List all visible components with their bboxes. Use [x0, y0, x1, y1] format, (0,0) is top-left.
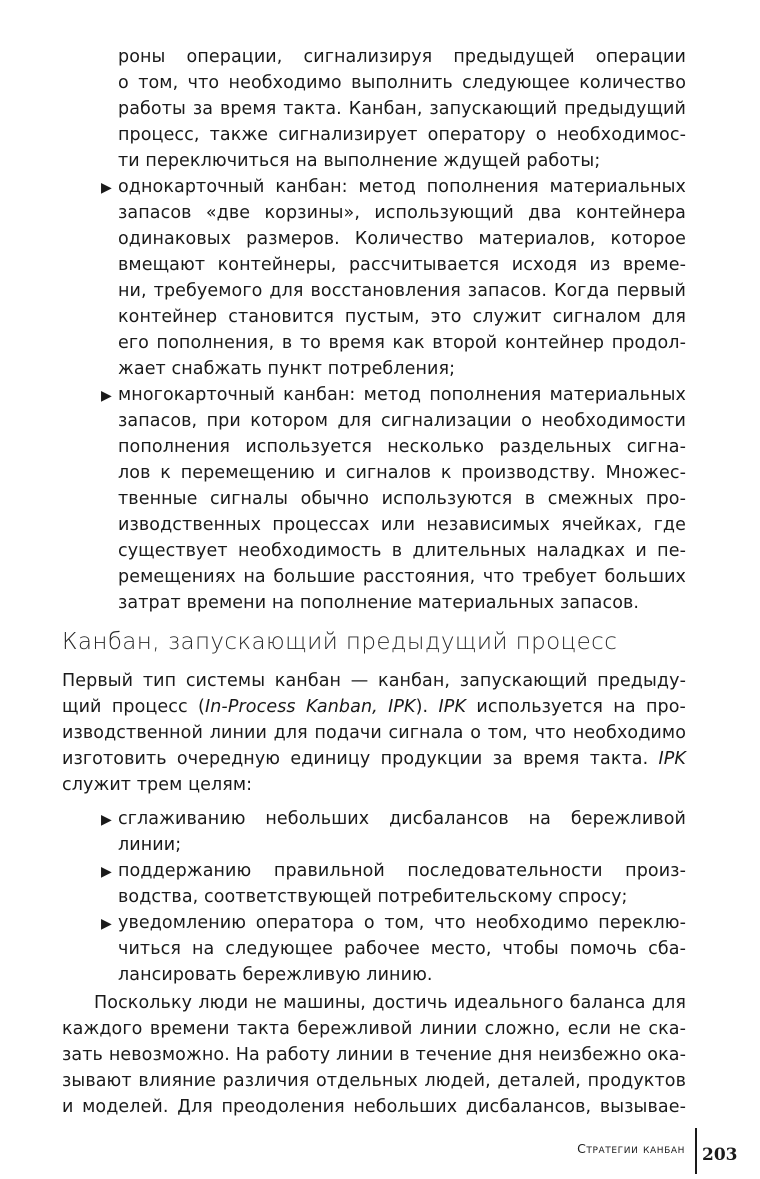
- text-span: используется на про-: [466, 697, 686, 717]
- text-line: зать невозможно. На работу линии в течение дня неизбежно ока-: [62, 1045, 686, 1065]
- text-line: контейнер становится пустым, это служит сигналом для: [118, 307, 686, 327]
- text-line: многокарточный канбан: метод пополнения материальных: [118, 385, 686, 405]
- text-line: одинаковых размеров. Количество материалов, которое: [118, 229, 686, 249]
- text-line: каждого времени такта бережливой линии сложно, если не ска-: [62, 1019, 686, 1039]
- text-line: его пополнения, в то время как второй контейнер продол-: [118, 333, 686, 353]
- text-line: водства, соответствующей потребительскому спросу;: [118, 887, 628, 907]
- triangle-bullet-icon: ▶: [101, 916, 112, 932]
- text-line: процесс, также сигнализирует оператору о необходимос-: [118, 125, 686, 145]
- footer-divider: [695, 1128, 697, 1174]
- text-line: [62, 746, 686, 772]
- italic-term: IPK: [658, 749, 686, 769]
- text-line: служит трем целям:: [62, 775, 253, 795]
- text-line: Поскольку люди не машины, достичь идеального баланса для: [94, 993, 686, 1013]
- text-line: изводственных процессах или независимых ячейках, где: [118, 515, 686, 535]
- text-line: работы за время такта. Канбан, запускающий предыдущий: [118, 99, 686, 119]
- italic-term: IPK: [438, 697, 467, 717]
- text-span: щий процесс (: [62, 697, 205, 717]
- triangle-bullet-icon: ▶: [101, 864, 112, 880]
- text-line: изводственной линии для подачи сигнала о том, что необходимо: [62, 723, 686, 743]
- page-number: 203: [702, 1145, 738, 1165]
- text-line: о том, что необходимо выполнить следующее количество: [118, 73, 686, 93]
- text-span: ).: [415, 697, 439, 717]
- text-line: Первый тип системы канбан — канбан, запускающий предыду-: [62, 671, 686, 691]
- text-line: читься на следующее рабочее место, чтобы помочь сба-: [118, 939, 686, 959]
- text-line: зывают влияние различия отдельных людей, деталей, продуктов: [62, 1071, 686, 1091]
- text-line: поддержанию правильной последовательности произ-: [118, 861, 686, 881]
- text-line: сглаживанию небольших дисбалансов на бережливой: [118, 809, 686, 829]
- text-line: линии;: [118, 835, 182, 855]
- triangle-bullet-icon: ▶: [101, 812, 112, 828]
- text-line: ти переключиться на выполнение ждущей работы;: [118, 151, 601, 171]
- text-line: лансировать бережливую линию.: [118, 965, 433, 985]
- text-line: лов к перемещению и сигналов к производству. Множес-: [118, 463, 686, 483]
- text-line: жает снабжать пункт потребления;: [118, 359, 456, 379]
- text-line: ремещениях на большие расстояния, что требует больших: [118, 567, 686, 587]
- text-line: роны операции, сигнализируя предыдущей операции: [118, 47, 686, 67]
- text-line: уведомлению оператора о том, что необходимо переклю-: [118, 913, 686, 933]
- italic-term: In-Process Kanban, IPK: [204, 697, 416, 717]
- text-line: твенные сигналы обычно используются в смежных про-: [118, 489, 686, 509]
- running-footer-title: Стратегии канбан: [577, 1141, 685, 1156]
- text-line: вмещают контейнеры, рассчитывается исходя из време-: [118, 255, 686, 275]
- triangle-bullet-icon: ▶: [101, 180, 112, 196]
- text-line: однокарточный канбан: метод пополнения материальных: [118, 177, 686, 197]
- triangle-bullet-icon: ▶: [101, 388, 112, 404]
- text-line: и моделей. Для преодоления небольших дисбалансов, вызывае-: [62, 1097, 686, 1117]
- text-span: изготовить очередную единицу продукции за время такта.: [62, 749, 659, 769]
- section-heading: Канбан, запускающий предыдущий процесс: [62, 629, 618, 655]
- text-line: ни, требуемого для восстановления запасов. Когда первый: [118, 281, 686, 301]
- text-line: затрат времени на пополнение материальных запасов.: [118, 593, 640, 613]
- text-line: [62, 694, 686, 720]
- text-line: запасов, при котором для сигнализации о необходимости: [118, 411, 686, 431]
- text-line: существует необходимость в длительных наладках и пе-: [118, 541, 686, 561]
- text-line: пополнения используется несколько раздельных сигна-: [118, 437, 686, 457]
- text-line: запасов «две корзины», использующий два контейнера: [118, 203, 686, 223]
